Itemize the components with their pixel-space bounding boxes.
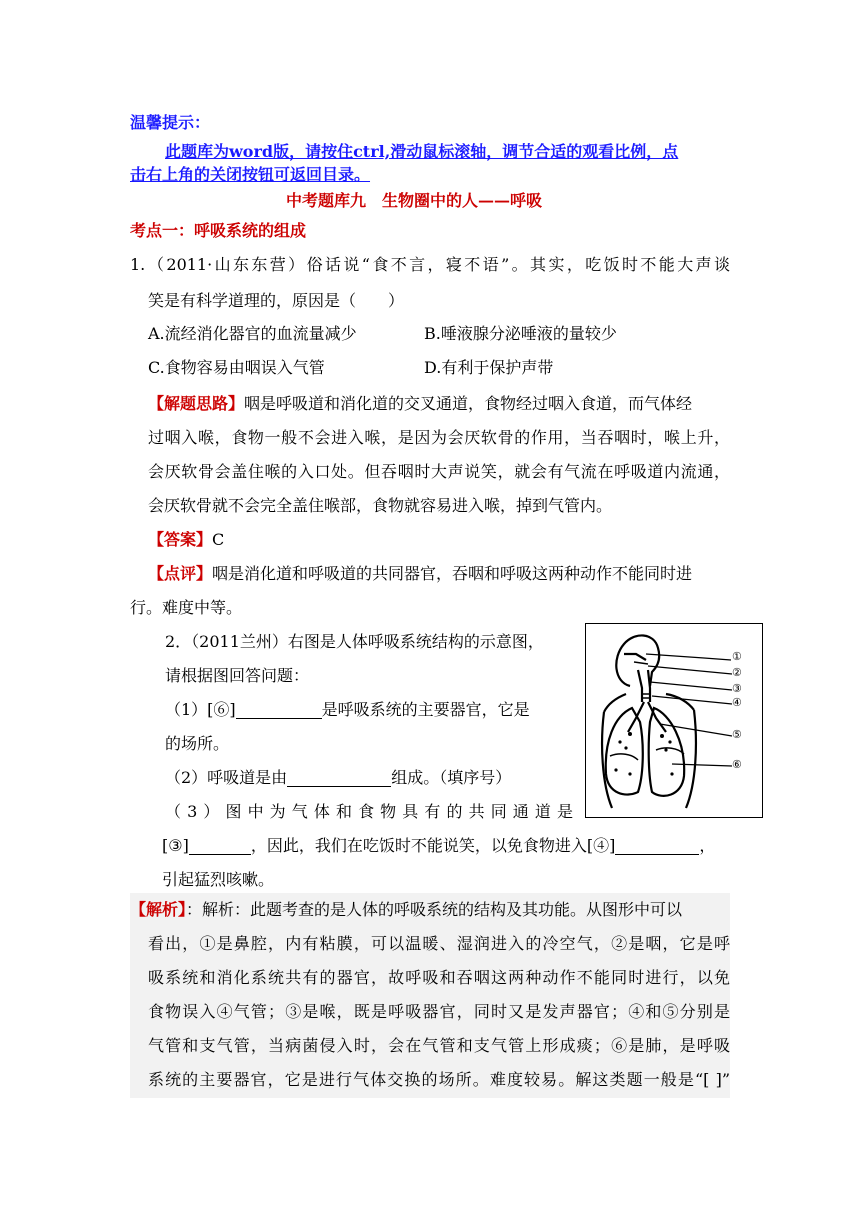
q2-part1-line2: 的场所。	[165, 734, 230, 753]
q2-part3-end: ，	[699, 836, 716, 855]
figure-label-1: ①	[732, 650, 742, 663]
q2-part1-line1	[165, 699, 530, 721]
q2-stem-line1: 2．（2011兰州）右图是人体呼吸系统结构的示意图，	[165, 632, 544, 651]
q2-analysis-line5: 气管和支气管，当病菌侵入时，会在气管和支气管上形成痰；⑥是肺，是呼吸	[148, 1036, 730, 1055]
q2-analysis-line3: 吸系统和消化系统共有的器官，故呼吸和吞咽这两种动作不能同时进行，以免	[148, 968, 730, 987]
tip-line-1[interactable]: 此题库为word版，请按住ctrl,滑动鼠标滚轴，调节合适的观看比例，点	[165, 142, 679, 161]
q1-option-b: B.唾液腺分泌唾液的量较少	[424, 324, 617, 343]
analysis-background	[130, 893, 730, 1098]
tip-line-2[interactable]: 击右上角的关闭按钮可返回目录。	[130, 165, 371, 184]
q1-review-text1: 咽是消化道和呼吸道的共同器官，吞咽和呼吸这两种动作不能同时进	[212, 564, 693, 583]
q2-part3-blank-b[interactable]	[615, 836, 699, 855]
q2-part3-line1: （3）图中为气体和食物具有的共同通道是	[165, 802, 573, 821]
figure-label-4: ④	[732, 696, 742, 709]
q2-analysis-line6: 系统的主要器官，它是进行气体交换的场所。难度较易。解这类题一般是“[ ]”	[148, 1070, 730, 1089]
q2-analysis-line2: 看出，①是鼻腔，内有粘膜，可以温暖、湿润进入的冷空气，②是咽，它是呼	[148, 934, 730, 953]
q1-option-c: C.食物容易由咽误入气管	[148, 358, 325, 377]
q2-part2-prefix: （2）呼吸道是由	[165, 768, 288, 787]
respiratory-system-figure	[585, 623, 763, 818]
q2-part3-prefix: [③]	[162, 836, 189, 855]
q1-review-line2: 行。难度中等。	[130, 598, 243, 617]
figure-label-2: ②	[732, 666, 742, 679]
q1-analysis-line1	[148, 393, 730, 415]
page-title: 中考题库九 生物圈中的人——呼吸	[286, 191, 543, 210]
figure-label-6: ⑥	[732, 758, 742, 771]
q2-analysis-tag: 【解析】	[130, 900, 187, 919]
q1-analysis-line3: 会厌软骨会盖住喉的入口处。但吞咽时大声说笑，就会有气流在呼吸道内流通，	[148, 462, 730, 481]
section-heading: 考点一：呼吸系统的组成	[130, 221, 307, 240]
q2-part1-blank[interactable]	[236, 700, 322, 719]
q2-part1-prefix: （1）[⑥]	[165, 700, 236, 719]
q1-answer-tag: 【答案】	[148, 530, 213, 549]
q2-part3-middle: ，因此，我们在吃饭时不能说笑，以免食物进入[④]	[250, 836, 616, 855]
q2-part3-blank-a[interactable]	[189, 836, 251, 855]
q2-analysis-line1	[130, 899, 730, 921]
q2-stem-line2: 请根据图回答问题：	[165, 666, 310, 685]
q2-part2-suffix: 组成。（填序号）	[391, 768, 512, 787]
q1-number: 1.	[130, 255, 146, 274]
q1-analysis-tag: 【解题思路】	[148, 394, 245, 413]
q1-review-line1	[148, 563, 730, 585]
q1-option-d: D.有利于保护声带	[424, 358, 554, 377]
q1-analysis-line4: 会厌软骨就不会完全盖住喉部，食物就容易进入喉，掉到气管内。	[148, 496, 613, 515]
q1-stem-line2: 笑是有科学道理的，原因是（ ）	[148, 291, 405, 310]
q2-part2	[165, 767, 511, 789]
q1-stem-line1: （2011·山东东营）俗话说“食不言，寝不语”。其实，吃饭时不能大声谈	[148, 255, 730, 274]
figure-label-5: ⑤	[732, 728, 742, 741]
q2-part3-line3: 引起猛烈咳嗽。	[162, 870, 275, 889]
q1-answer	[148, 529, 224, 551]
q1-analysis-text1: 咽是呼吸道和消化道的交叉通道，食物经过咽入食道，而气体经	[244, 394, 693, 413]
q2-part1-suffix: 是呼吸系统的主要器官，它是	[321, 700, 530, 719]
q1-answer-value: C	[212, 530, 225, 549]
tip-heading: 温馨提示：	[130, 113, 211, 132]
q1-option-a: A.流经消化器官的血流量减少	[148, 324, 357, 343]
q1-review-tag: 【点评】	[148, 564, 213, 583]
q2-part2-blank[interactable]	[287, 768, 391, 787]
q2-analysis-text1: ：解析：此题考查的是人体的呼吸系统的结构及其功能。从图形中可以	[186, 900, 683, 919]
figure-label-3: ③	[732, 682, 742, 695]
q1-analysis-line2: 过咽入喉，食物一般不会进入喉，是因为会厌软骨的作用，当吞咽时，喉上升，	[148, 428, 730, 447]
q2-part3-line2	[162, 835, 715, 857]
q2-analysis-line4: 食物误入④气管；③是喉，既是呼吸器官，同时又是发声器官；④和⑤分别是	[148, 1002, 730, 1021]
